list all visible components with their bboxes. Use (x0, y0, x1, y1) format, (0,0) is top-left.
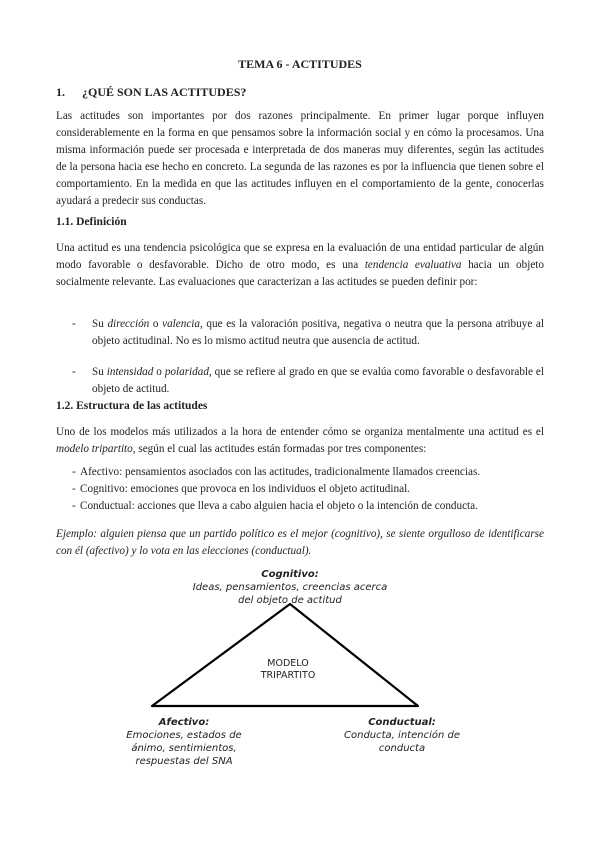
component-text: Afectivo: pensamientos asociados con las actitudes, tradicionalmente llamados creencias. (80, 466, 481, 478)
afectivo-label (100, 716, 268, 768)
afectivo-desc: respuestas del SNA (135, 756, 233, 767)
component-list (56, 464, 544, 515)
definition-emphasis: tendencia evaluativa (364, 259, 462, 271)
cognitivo-label (170, 568, 410, 607)
conductual-label (312, 716, 492, 755)
bullet-dash: - (72, 483, 76, 495)
cognitivo-desc: Ideas, pensamientos, creencias acerca (192, 582, 388, 593)
conductual-desc: Conducta, intención de (344, 730, 460, 741)
bullet-emphasis: polaridad (164, 366, 209, 378)
conductual-desc: conducta (378, 743, 426, 754)
section-heading (56, 84, 246, 101)
bullet-text: Su (92, 318, 108, 330)
bullet-text: , que se refiere al grado en que se evalúa como favorable o desfavorable el objeto de actitud. (92, 366, 544, 395)
section-number: 1. (56, 85, 65, 99)
cognitivo-title: Cognitivo: (261, 569, 319, 580)
bullet-intensidad (56, 364, 544, 398)
tripartite-diagram (0, 560, 600, 780)
structure-text-a: Uno de los modelos más utilizados a la hora de entender cómo se organiza mentalmente una actitud es el (56, 426, 544, 438)
component-text: Cognitivo: emociones que provoca en los individuos el objeto actitudinal. (80, 483, 410, 495)
bullet-dash: - (72, 366, 76, 378)
bullet-direccion (56, 316, 544, 350)
bullet-dash: - (72, 318, 76, 330)
subsection-estructura-heading: 1.2. Estructura de las actitudes (56, 400, 208, 412)
bullet-emphasis: valencia (162, 318, 201, 330)
intro-paragraph: Las actitudes son importantes por dos razones principalmente. En primer lugar porque influyen considerablemente en la forma en que pensamos sobre la información social y en cómo la procesamos. Una misma información puede ser procesada e interpretada de dos maneras muy diferentes, según las actitudes de la persona hacia ese hecho en concreto. La segunda de las razones es por la influencia que tienen sobre el comportamiento. En la medida en que las actitudes influyen en el comportamiento de la gente, conocerlas ayudará a predecir sus conductas. (56, 110, 544, 207)
bullet-dash: - (72, 500, 76, 512)
cognitivo-desc: del objeto de actitud (238, 595, 342, 606)
bullet-text: o (149, 318, 163, 330)
bullet-text: , que es la valoración positiva, negativa o neutra que la persona atribuye al objeto actitudinal. No es lo mismo actitud neutra que ausencia de actitud. (92, 318, 544, 347)
bullet-emphasis: intensidad (106, 366, 154, 378)
afectivo-title: Afectivo: (158, 717, 210, 728)
center-label-line: TRIPARTITO (260, 670, 316, 681)
center-label-line: MODELO (267, 658, 309, 669)
structure-paragraph (56, 424, 544, 458)
afectivo-desc: Emociones, estados de (126, 730, 242, 741)
definition-paragraph (56, 240, 544, 291)
document-title: TEMA 6 - ACTITUDES (238, 57, 362, 71)
section-title: ¿QUÉ SON LAS ACTITUDES? (82, 85, 247, 99)
example-paragraph: Ejemplo: alguien piensa que un partido político es el mejor (cognitivo), se siente orgulloso de identificarse con él (afectivo) y lo vota en las elecciones (conductual). (56, 528, 544, 557)
bullet-dash: - (72, 466, 76, 478)
component-afectivo (56, 464, 544, 481)
subsection-definicion-heading: 1.1. Definición (56, 216, 127, 228)
structure-text-b: , según el cual las actitudes están formadas por tres componentes: (132, 443, 427, 455)
definition-text-b: hacia un objeto socialmente relevante. Las evaluaciones que caracterizan a las actitudes se pueden definir por: (56, 259, 544, 288)
afectivo-desc: ánimo, sentimientos, (131, 743, 237, 754)
component-conductual (56, 498, 544, 515)
triangle-shape (152, 604, 418, 706)
component-text: Conductual: acciones que lleva a cabo alguien hacia el objeto o la intención de conducta. (80, 500, 478, 512)
component-cognitivo (56, 481, 544, 498)
structure-emphasis: modelo tripartito (56, 443, 133, 455)
definition-text-a: Una actitud es una tendencia psicológica que se expresa en la evaluación de una entidad particular de algún modo favorable o desfavorable. Dicho de otro modo, es una (56, 242, 544, 271)
bullet-text: Su (92, 366, 107, 378)
bullet-emphasis: dirección (107, 318, 150, 330)
conductual-title: Conductual: (368, 717, 436, 728)
center-label (236, 658, 340, 682)
bullet-text: o (153, 366, 165, 378)
definition-bullets (56, 316, 544, 398)
